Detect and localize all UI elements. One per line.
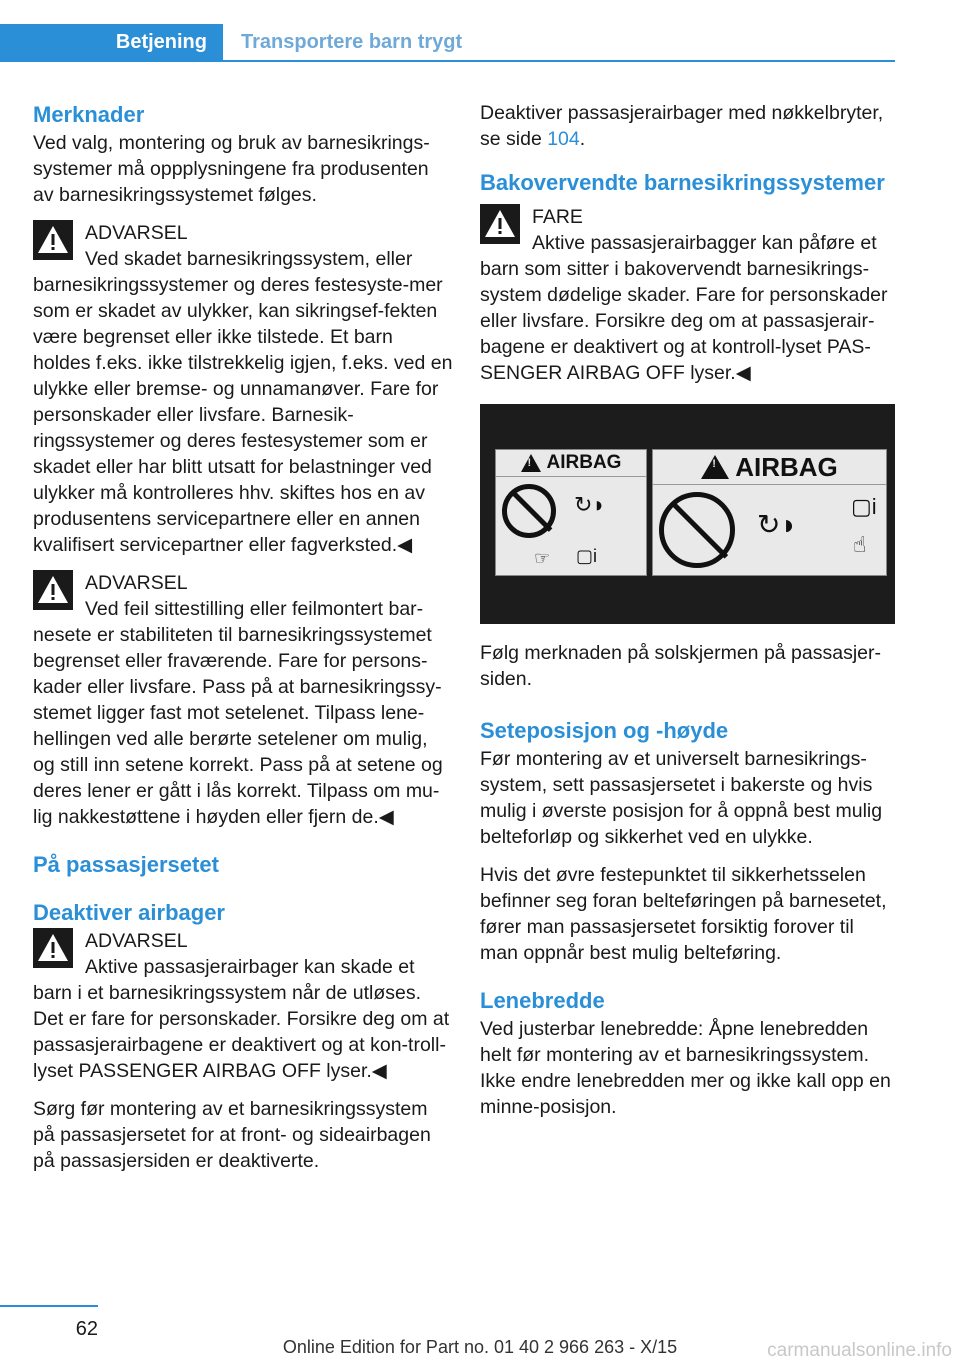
paragraph-merknader: Ved valg, montering og bruk av barnesikrings-systemer må oppplysningene fra produsenten av barnesikringssystemet følges. <box>33 132 430 206</box>
paragraph-seteposisjon-2: Hvis det øvre festepunktet til sikkerhetsselen befinner seg foran belteføringen på barnesetet, fører man passasjersetet forsiktig forover til man oppnår best mulig belteføring. <box>480 864 887 964</box>
pointing-hand-icon: ☞ <box>534 548 551 568</box>
heading-seteposisjon: Seteposisjon og -høyde <box>480 718 729 743</box>
no-child-seat-icon <box>659 492 735 568</box>
airbag-deploy-icon: ↻◗ <box>574 492 606 517</box>
warning-block-2 <box>33 570 453 830</box>
airbag-label-text: AIRBAG <box>546 452 622 473</box>
paragraph-folg: Følg merknaden på solskjermen på passasjer-siden. <box>480 642 882 690</box>
right-column <box>480 100 896 1132</box>
airbag-label-text: AIRBAG <box>735 451 838 482</box>
manual-book-icon: ▢i <box>576 546 598 566</box>
warning-triangle-icon <box>33 570 73 610</box>
warning-text: Ved feil sittestilling eller feilmontert bar-nesete er stabiliteten til barnesikringssystemet begrenset eller fraværende. Fare for persons-kader eller livsfare. Pass på at barnesikringssy-stemet ligger fast mot setelenet. Tilpass lene-hellingen ved alle berørte setelener om mulig, og still inn setene korrekt. Pass på at setene og deres lener er gått i lås korrekt. Tilpass om mu-lig nakkestøttene i høyden eller fjern de.◀ <box>33 598 443 828</box>
watermark: carmanualsonline.info <box>767 1340 952 1361</box>
danger-title: FARE <box>532 206 583 228</box>
warning-triangle-icon <box>480 204 520 244</box>
warning-triangle-icon <box>521 454 541 472</box>
left-column <box>33 100 453 1186</box>
warning-triangle-icon <box>33 928 73 968</box>
warning-text: Aktive passasjerairbager kan skade et barn i et barnesikringssystem når de utløses. Det er fare for personskader. Forsikre deg om at passasjerairbagene er deaktivert og at kon-troll-lyset PASSENGER AIRBAG OFF lyser.◀ <box>33 956 450 1082</box>
paragraph-sorg: Sørg før montering av et barnesikringssystem på passasjersetet for at front- og sideairbagen på passasjersiden er deaktiverte. <box>33 1098 431 1172</box>
warning-block-3 <box>33 928 453 1084</box>
warning-block-1 <box>33 220 453 558</box>
danger-text: Aktive passasjerairbagger kan påføre et barn som sitter i bakovervendt barnesikrings-system dødelige skader. Fare for personskader eller livsfare. Forsikre deg om at passasjerair-bagene er deaktivert og at kontroll-lyset PAS-SENGER AIRBAG OFF lyser.◀ <box>480 232 888 384</box>
tab-transportere-barn-trygt[interactable]: Transportere barn trygt <box>241 30 463 53</box>
manual-book-icon: ▢i <box>851 494 877 519</box>
danger-block <box>480 204 896 386</box>
heading-lenebredde: Lenebredde <box>480 988 605 1013</box>
page-header <box>0 0 895 62</box>
paragraph-text: Deaktiver passasjerairbager med nøkkelbryter, se side <box>480 102 884 150</box>
page-number: 62 <box>75 1318 98 1340</box>
pointing-hand-icon: ☝ <box>853 532 867 557</box>
airbag-deploy-icon: ↻◗ <box>757 509 798 540</box>
no-child-seat-icon <box>502 484 556 538</box>
header-rule <box>0 60 895 62</box>
page-link-104[interactable]: 104 <box>547 128 580 150</box>
airbag-label-small <box>495 449 647 576</box>
paragraph-text-end: . <box>579 128 586 150</box>
tab-betjening[interactable]: Betjening <box>0 24 223 60</box>
warning-triangle-icon <box>33 220 73 260</box>
warning-triangle-icon <box>701 455 729 479</box>
warning-text: Ved skadet barnesikringssystem, eller barnesikringssystemer og deres festesyste-mer som er skadet av ulykker, kan sikringsef-fekten være begrenset eller ikke tilstede. Et barn holdes f.eks. ikke tilstrekkelig igjen, f.eks. ved en ulykke eller bremse- og unnamanøver. Fare for personskader eller livsfare. Barnesik-ringssystemer og deres festesystemer som er skadet eller har blitt utsatt for belastninger ved ulykker må kontrolleres hhv. skiftes hos en av produsentens servicepartnere eller en annen kvalifisert servicepartner eller fagverksted.◀ <box>33 248 453 556</box>
warning-title: ADVARSEL <box>85 930 188 952</box>
paragraph-deaktiver-nokkelbryter <box>480 100 896 152</box>
warning-title: ADVARSEL <box>85 572 188 594</box>
airbag-label-image <box>480 404 895 624</box>
edition-text: Online Edition for Part no. 01 40 2 966 263 - X/15 <box>282 1337 678 1357</box>
airbag-label-large <box>652 449 887 576</box>
paragraph-seteposisjon-1: Før montering av et universelt barnesikrings-system, sett passasjersetet i bakerste og hvis mulig i øverste posisjon for å oppnå best mulig belteforløp og sikkerhet ved en ulykke. <box>480 748 883 848</box>
heading-bakovervendte: Bakovervendte barnesikringssystemer <box>480 170 885 195</box>
warning-title: ADVARSEL <box>85 222 188 244</box>
heading-pa-passasjersetet: På passasjersetet <box>33 852 219 877</box>
paragraph-lenebredde: Ved justerbar lenebredde: Åpne lenebredden helt før montering av et barnesikringssystem. Ikke endre lenebredden mer og ikke kall opp en minne-posisjon. <box>480 1018 891 1118</box>
footer-rule <box>0 1305 98 1307</box>
heading-merknader: Merknader <box>33 102 145 127</box>
heading-deaktiver-airbager: Deaktiver airbager <box>33 900 225 925</box>
